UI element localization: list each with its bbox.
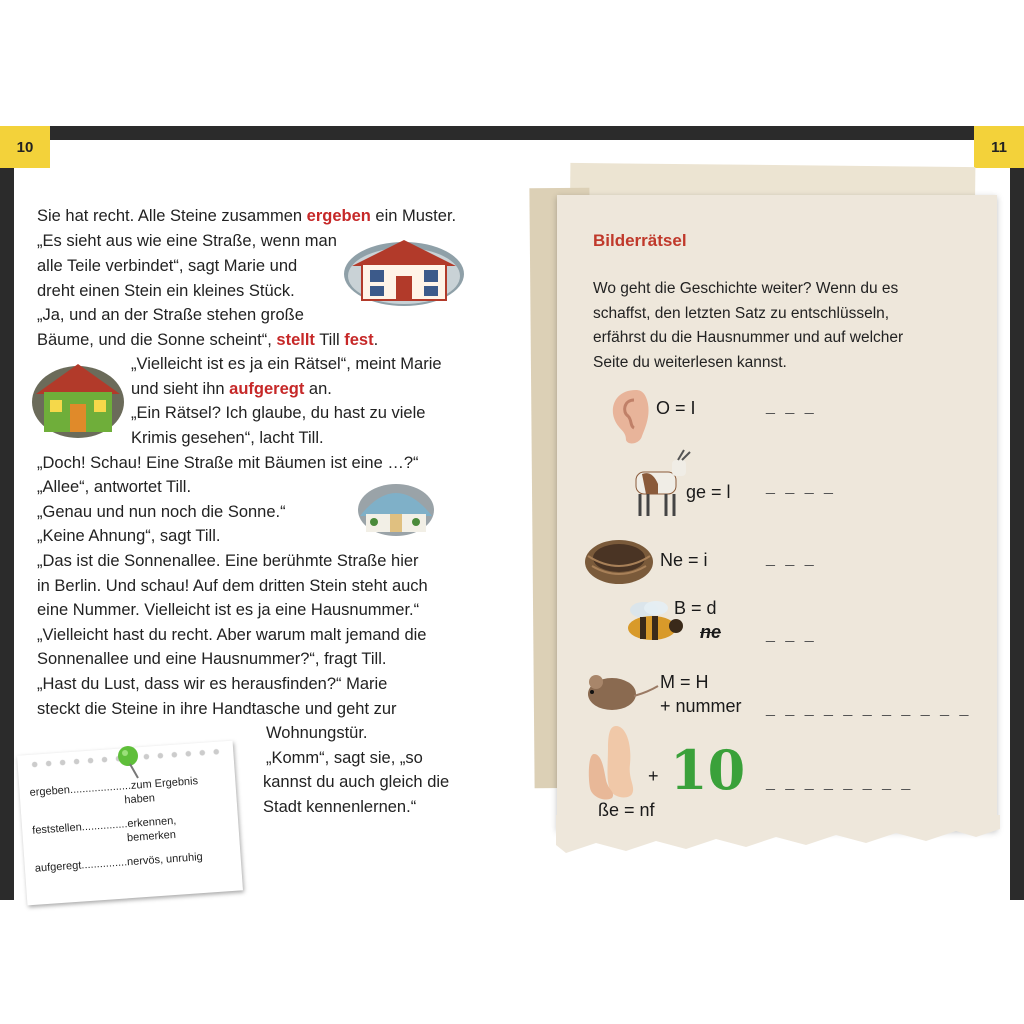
puzzle-intro-line: erfährst du die Hausnummer und auf welcher [593,329,904,346]
story-text-run: steckt die Steine in ihre Handtasche und geht zur [37,700,397,718]
story-line [37,574,428,599]
story-text-run: alle Teile verbindet“, sagt Marie und [37,257,298,275]
story-line [37,254,297,279]
glossary-entry [35,851,204,876]
rebus-rule-extra: ne [700,622,722,642]
bird-nest-icon [582,532,656,588]
glossary-meaning: zum Ergebnis [130,775,199,792]
story-text-run: „Ein Rätsel? Ich glaube, du hast zu viele [131,404,426,422]
glossary-dots: ............... [81,818,128,834]
glossary-term: ergeben [29,784,71,799]
story-text-run: Sonnenallee und eine Hausnummer?“, fragt Till. [37,650,387,668]
story-text-run: dreht einen Stein ein kleines Stück. [37,282,295,300]
answer-blank[interactable]: _ _ _ [766,626,817,643]
answer-blank[interactable]: _ _ _ _ _ _ _ _ _ _ _ [766,700,972,717]
glossary-meaning: nervös, unruhig [126,851,204,869]
story-line [37,204,456,229]
puzzle-intro-line: Wo geht die Geschichte weiter? Wenn du es [593,280,899,297]
story-line [37,500,286,525]
rebus-number: 10 [670,738,746,802]
vocab-highlight: fest [344,331,374,349]
story-text-run: „Keine Ahnung“, sagt Till. [37,527,221,545]
story-text-run: „Es sieht aus wie eine Straße, wenn man [37,232,337,250]
story-line [37,279,295,304]
story-text-run: „Allee“, antwortet Till. [37,478,192,496]
story-text-run: „Vielleicht ist es ja ein Rätsel“, meint Marie [131,355,442,373]
green-pushpin-icon [114,744,144,780]
story-line [37,229,337,254]
puzzle-intro [593,277,973,375]
mouse-icon [584,668,660,714]
story-text-run: eine Nummer. Vielleicht ist es ja eine Hausnummer.“ [37,601,420,619]
story-line [266,721,368,746]
page-number-right: 11 [974,126,1024,168]
painted-stone-house-icon [342,236,466,308]
story-line [263,770,449,795]
story-line [263,795,416,820]
glossary-dots: .................... [69,779,132,797]
rebus-rule: Ne = i [660,550,708,570]
story-text-run: Krimis gesehen“, lacht Till. [131,429,324,447]
story-text-run: „Vielleicht hast du recht. Aber warum malt jemand die [37,626,427,644]
story-text-run: . [373,331,379,349]
glossary-term: aufgeregt [34,859,82,875]
rebus-rule-extra: + nummer [660,696,742,716]
story-line [37,451,419,476]
ear-icon [606,386,652,446]
story-text-run: „Genau und nun noch die Sonne.“ [37,503,286,521]
story-text-run: Wohnungstür. [266,724,368,742]
glossary-dots: ............... [80,856,128,872]
puzzle-title: Bilderrätsel [593,231,687,250]
story-text-run: „Hast du Lust, dass wir es herausfinden?“ Marie [37,675,388,693]
glossary-meaning-cont: haben [123,792,156,807]
story-text-run: und sieht ihn [131,380,230,398]
rebus-rule-extra: ße = nf [598,800,655,820]
rebus-rule: ge = l [686,482,731,502]
story-text-run: „Komm“, sagt sie, „so [266,749,423,767]
vocab-highlight: ergeben [306,207,371,225]
painted-stone-sun-icon [356,476,436,538]
rebus-rule: O = I [656,398,696,418]
answer-blank[interactable]: _ _ _ [766,550,817,567]
story-line [37,475,191,500]
painted-stone-green-house-icon [30,360,126,440]
story-line [131,352,442,377]
story-line [266,746,423,771]
story-text-run: „Das ist die Sonnenallee. Eine berühmte Straße hier [37,552,419,570]
answer-blank[interactable]: _ _ _ _ _ _ _ _ [766,774,914,791]
vocab-highlight: aufgeregt [229,380,305,398]
story-line [131,377,332,402]
puzzle-intro-line: Seite du weiterlesen kannst. [593,353,787,371]
page-number-left: 10 [0,126,50,168]
story-text-run: Sie hat recht. Alle Steine zusammen [37,207,307,225]
story-text-run: ein Muster. [370,207,457,225]
story-line [37,303,304,328]
story-line [37,647,386,672]
story-text-run: in Berlin. Und schau! Auf dem dritten Stein steht auch [37,577,428,595]
story-line [37,598,419,623]
story-text-run: kannst du auch gleich die [263,773,450,791]
torn-paper-edge [556,815,1000,855]
glossary-meaning: erkennen, [127,814,177,831]
story-text-run: Till [314,331,345,349]
answer-blank[interactable]: _ _ _ [766,398,817,415]
story-line [131,401,425,426]
rebus-rule: + [648,766,659,786]
rebus-rule: B = d [674,598,717,618]
story-text-run: Bäume, und die Sonne scheint“, [37,331,277,349]
glossary-meaning-cont: bemerken [126,828,177,845]
story-line [37,623,426,648]
feet-icon [586,724,646,800]
glossary-term: feststellen [31,821,83,837]
story-line [131,426,324,451]
story-text-run: „Doch! Schau! Eine Straße mit Bäumen ist eine …?“ [37,454,419,472]
story-line [37,524,220,549]
story-line [37,328,378,353]
vocab-highlight: stellt [276,331,315,349]
story-text-run: an. [304,380,332,398]
answer-blank[interactable]: _ _ _ _ [766,478,836,495]
story-text-run: Stadt kennenlernen.“ [263,798,417,816]
story-line [37,549,419,574]
story-line [37,697,397,722]
story-text-run: „Ja, und an der Straße stehen große [37,306,304,324]
rebus-rule: M = H [660,672,709,692]
puzzle-intro-line: schaffst, den letzten Satz zu entschlüsseln, [593,304,890,322]
story-line [37,672,387,697]
